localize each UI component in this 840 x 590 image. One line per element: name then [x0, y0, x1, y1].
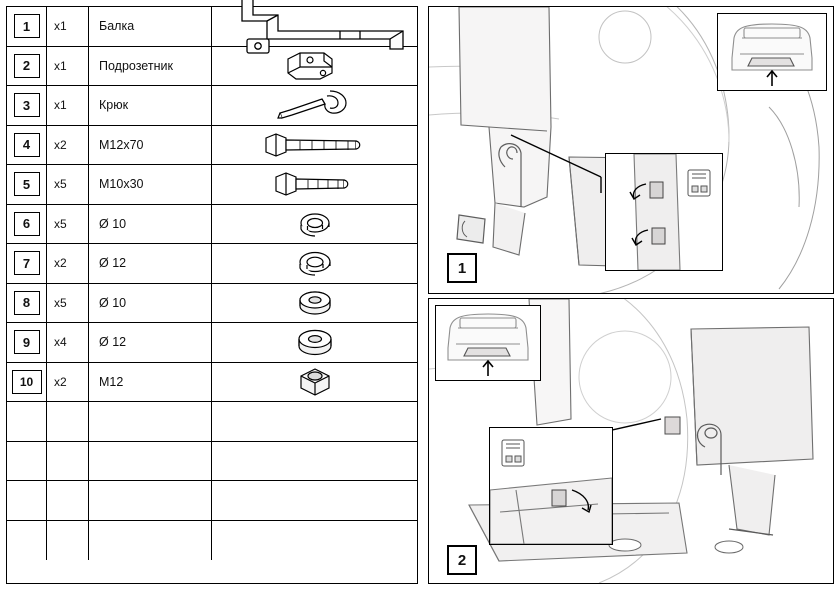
tool-symbol [502, 440, 524, 466]
trim-cut-detail-icon [490, 428, 612, 544]
flat-washer-icon [289, 288, 341, 318]
position-cell [7, 323, 47, 362]
quantity-cell: x4 [47, 323, 89, 362]
part-image-cell [212, 481, 417, 520]
spring-washer-icon [290, 248, 340, 278]
part-name-cell: M12 [89, 363, 212, 402]
step-number-badge: 2 [447, 545, 477, 575]
position-badge: 10 [12, 370, 42, 394]
quantity-cell: x1 [47, 47, 89, 86]
quantity-cell: x5 [47, 165, 89, 204]
car-rear-arrow-up-icon [436, 306, 540, 380]
position-cell [7, 47, 47, 86]
quantity-cell: x2 [47, 126, 89, 165]
position-badge: 3 [14, 93, 40, 117]
table-row [7, 284, 417, 324]
quantity-cell: x2 [47, 363, 89, 402]
bolt-long-icon [260, 130, 370, 160]
step-one-diagram [428, 6, 834, 294]
quantity-cell [47, 481, 89, 520]
table-row [7, 205, 417, 245]
quantity-cell: x5 [47, 205, 89, 244]
table-row [7, 323, 417, 363]
step-number-badge: 1 [447, 253, 477, 283]
part-image-cell [212, 7, 417, 46]
position-cell [7, 86, 47, 125]
part-image-cell [212, 521, 417, 561]
socket-plate-icon [280, 49, 350, 83]
part-name-cell: Ø 12 [89, 323, 212, 362]
flat-washer-icon [289, 327, 341, 357]
vehicle-rear-view-inset [435, 305, 541, 381]
position-cell [7, 442, 47, 481]
spring-washer-icon [290, 209, 340, 239]
table-row [7, 363, 417, 403]
trim-cut-detail-icon [606, 154, 722, 270]
position-badge: 1 [14, 14, 40, 38]
part-image-cell [212, 323, 417, 362]
position-cell [7, 521, 47, 561]
part-name-cell: Ø 10 [89, 284, 212, 323]
part-name-cell [89, 442, 212, 481]
part-name-cell [89, 402, 212, 441]
hex-nut-icon [292, 366, 338, 398]
part-image-cell [212, 47, 417, 86]
quantity-cell: x2 [47, 244, 89, 283]
position-badge: 7 [14, 251, 40, 275]
table-row [7, 402, 417, 442]
bolt-short-icon [270, 169, 360, 199]
table-row [7, 244, 417, 284]
part-image-cell [212, 205, 417, 244]
part-image-cell [212, 402, 417, 441]
position-badge: 9 [14, 330, 40, 354]
quantity-cell [47, 521, 89, 561]
part-name-cell: Крюк [89, 86, 212, 125]
part-image-cell [212, 86, 417, 125]
part-image-cell [212, 442, 417, 481]
part-image-cell [212, 126, 417, 165]
position-cell [7, 402, 47, 441]
position-badge: 4 [14, 133, 40, 157]
vehicle-rear-view-inset [717, 13, 827, 91]
table-row [7, 7, 417, 47]
table-row [7, 481, 417, 521]
position-cell [7, 205, 47, 244]
quantity-cell [47, 442, 89, 481]
part-name-cell: M10x30 [89, 165, 212, 204]
position-cell [7, 126, 47, 165]
position-cell [7, 244, 47, 283]
detail-zoom-inset [605, 153, 723, 271]
part-name-cell [89, 521, 212, 561]
car-rear-arrow-up-icon [718, 14, 826, 90]
quantity-cell: x5 [47, 284, 89, 323]
part-name-cell [89, 481, 212, 520]
position-cell [7, 363, 47, 402]
position-cell [7, 284, 47, 323]
part-name-cell: M12x70 [89, 126, 212, 165]
quantity-cell: x1 [47, 86, 89, 125]
tool-symbol [688, 170, 710, 196]
position-cell [7, 7, 47, 46]
part-image-cell [212, 165, 417, 204]
part-image-cell [212, 363, 417, 402]
table-row [7, 521, 417, 561]
table-row [7, 126, 417, 166]
part-name-cell: Ø 12 [89, 244, 212, 283]
position-badge: 2 [14, 54, 40, 78]
part-name-cell: Подрозетник [89, 47, 212, 86]
parts-table [6, 6, 418, 584]
part-image-cell [212, 244, 417, 283]
table-row [7, 47, 417, 87]
quantity-cell [47, 402, 89, 441]
part-name-cell: Балка [89, 7, 212, 46]
tow-hook-icon [272, 87, 358, 123]
position-cell [7, 165, 47, 204]
detail-zoom-inset [489, 427, 613, 545]
position-badge: 8 [14, 291, 40, 315]
table-row [7, 442, 417, 482]
part-image-cell [212, 284, 417, 323]
table-row [7, 86, 417, 126]
step-two-diagram [428, 298, 834, 584]
position-badge: 6 [14, 212, 40, 236]
table-row [7, 165, 417, 205]
position-cell [7, 481, 47, 520]
quantity-cell: x1 [47, 7, 89, 46]
position-badge: 5 [14, 172, 40, 196]
part-name-cell: Ø 10 [89, 205, 212, 244]
